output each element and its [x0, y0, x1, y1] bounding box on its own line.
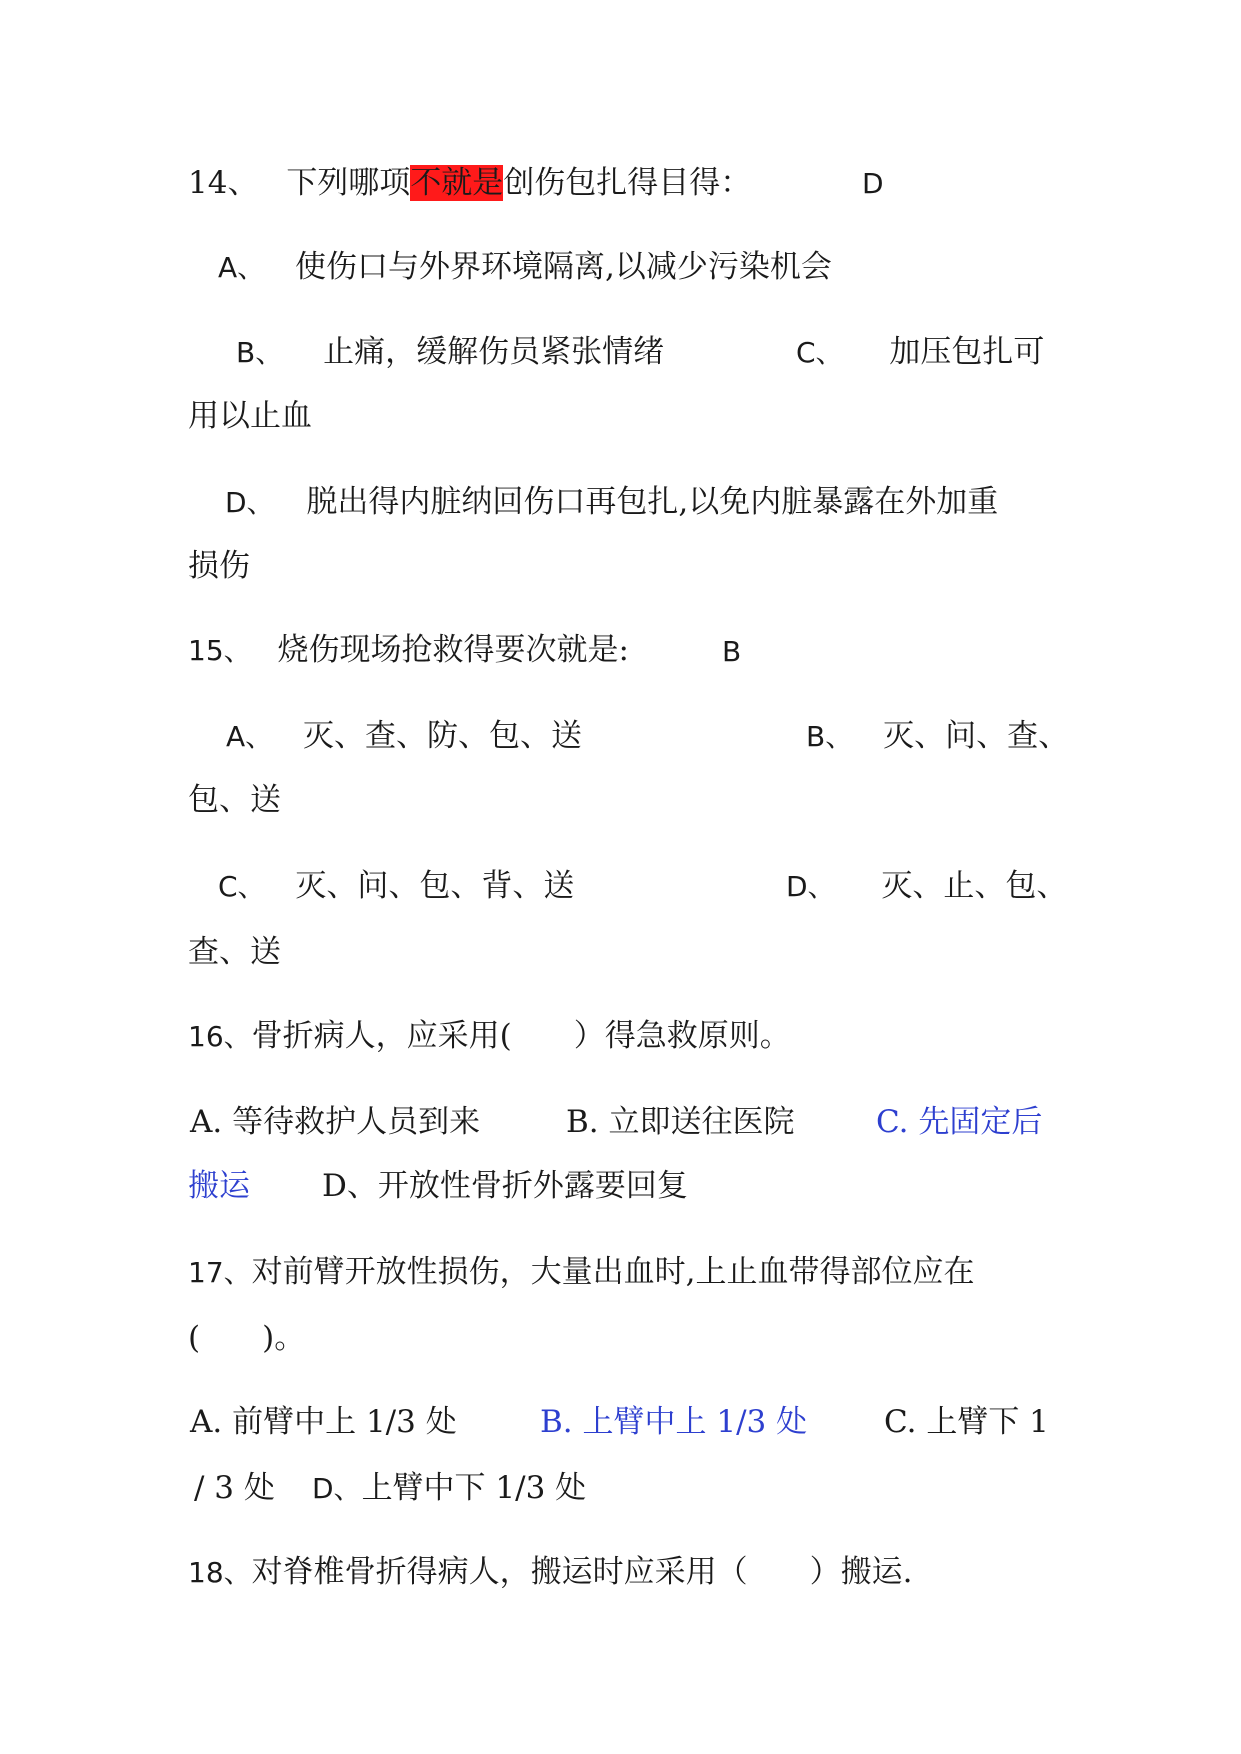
option-b: B. 立即送往医院: [566, 1104, 795, 1140]
question-number: 15、: [188, 634, 252, 667]
option-c-continued: 用以止血: [188, 398, 312, 434]
option-label: C、: [796, 336, 844, 369]
option-label: D、: [225, 486, 275, 519]
option-text: 灭、问、包、背、送: [295, 868, 575, 904]
option-a: A. 前臂中上 1/3 处: [190, 1404, 457, 1440]
option-b: [806, 716, 1069, 757]
question-16: [188, 1016, 791, 1057]
option-text: 脱出得内脏纳回伤口再包扎,以免内脏暴露在外加重: [306, 484, 999, 520]
option-d: [225, 482, 998, 523]
option-text: 止痛，缓解伤员紧张情绪: [323, 334, 665, 370]
option-label: C、: [218, 870, 266, 903]
option-c: [796, 332, 1044, 373]
answer-blank: ( )。: [188, 1320, 306, 1356]
answer-key: D: [862, 167, 884, 200]
option-a: A. 等待救护人员到来: [190, 1104, 481, 1140]
question-18: [188, 1552, 913, 1593]
option-a: [226, 716, 582, 757]
option-d: [312, 1468, 586, 1509]
option-text: 使伤口与外界环境隔离,以减少污染机会: [295, 249, 832, 285]
option-c: [218, 866, 574, 907]
question-17: [188, 1252, 975, 1293]
option-text: 加压包扎可: [889, 334, 1045, 370]
option-b-continued: 包、送: [188, 782, 281, 818]
highlighted-text: 不就是: [410, 165, 504, 201]
question-number: 16、: [188, 1020, 252, 1053]
option-label: A、: [226, 720, 274, 753]
question-number: 17、: [188, 1256, 252, 1289]
option-label: D、: [312, 1472, 362, 1505]
question-text: 烧伤现场抢救得要次就是:: [277, 632, 629, 668]
option-text: 上臂中下 1/3 处: [361, 1470, 587, 1506]
option-c-continued: / 3 处: [194, 1470, 275, 1506]
option-d-continued: 查、送: [188, 934, 281, 970]
option-label: A、: [218, 251, 266, 284]
option-a: [218, 247, 832, 288]
option-text: 灭、问、查、: [883, 718, 1070, 754]
question-15: [188, 630, 629, 671]
option-text: 灭、止、包、: [881, 868, 1068, 904]
option-b: [236, 332, 664, 373]
option-c: C. 上臂下 1: [884, 1404, 1049, 1440]
option-c-continued: 搬运: [188, 1168, 250, 1204]
option-d: [786, 866, 1067, 907]
question-text: 创伤包扎得目得：: [503, 165, 752, 201]
answer-key: B: [722, 635, 742, 668]
option-c-correct: C. 先固定后: [876, 1104, 1043, 1140]
question-text: 骨折病人，应采用( ）得急救原则。: [251, 1018, 791, 1054]
question-number: 18、: [188, 1556, 252, 1589]
option-d-continued: 损伤: [188, 548, 250, 584]
option-d: D、开放性骨折外露要回复: [322, 1168, 688, 1204]
option-label: D、: [786, 870, 836, 903]
question-number: 14、: [188, 165, 259, 201]
question-text: 对脊椎骨折得病人，搬运时应采用（ ）搬运.: [251, 1554, 913, 1590]
question-14: [188, 163, 751, 203]
option-b-correct: B. 上臂中上 1/3 处: [540, 1404, 808, 1440]
option-label: B、: [806, 720, 854, 753]
question-text: 对前臂开放性损伤，大量出血时,上止血带得部位应在: [251, 1254, 975, 1290]
option-text: 灭、查、防、包、送: [303, 718, 583, 754]
option-label: B、: [236, 336, 284, 369]
question-text: 下列哪项: [286, 165, 411, 201]
